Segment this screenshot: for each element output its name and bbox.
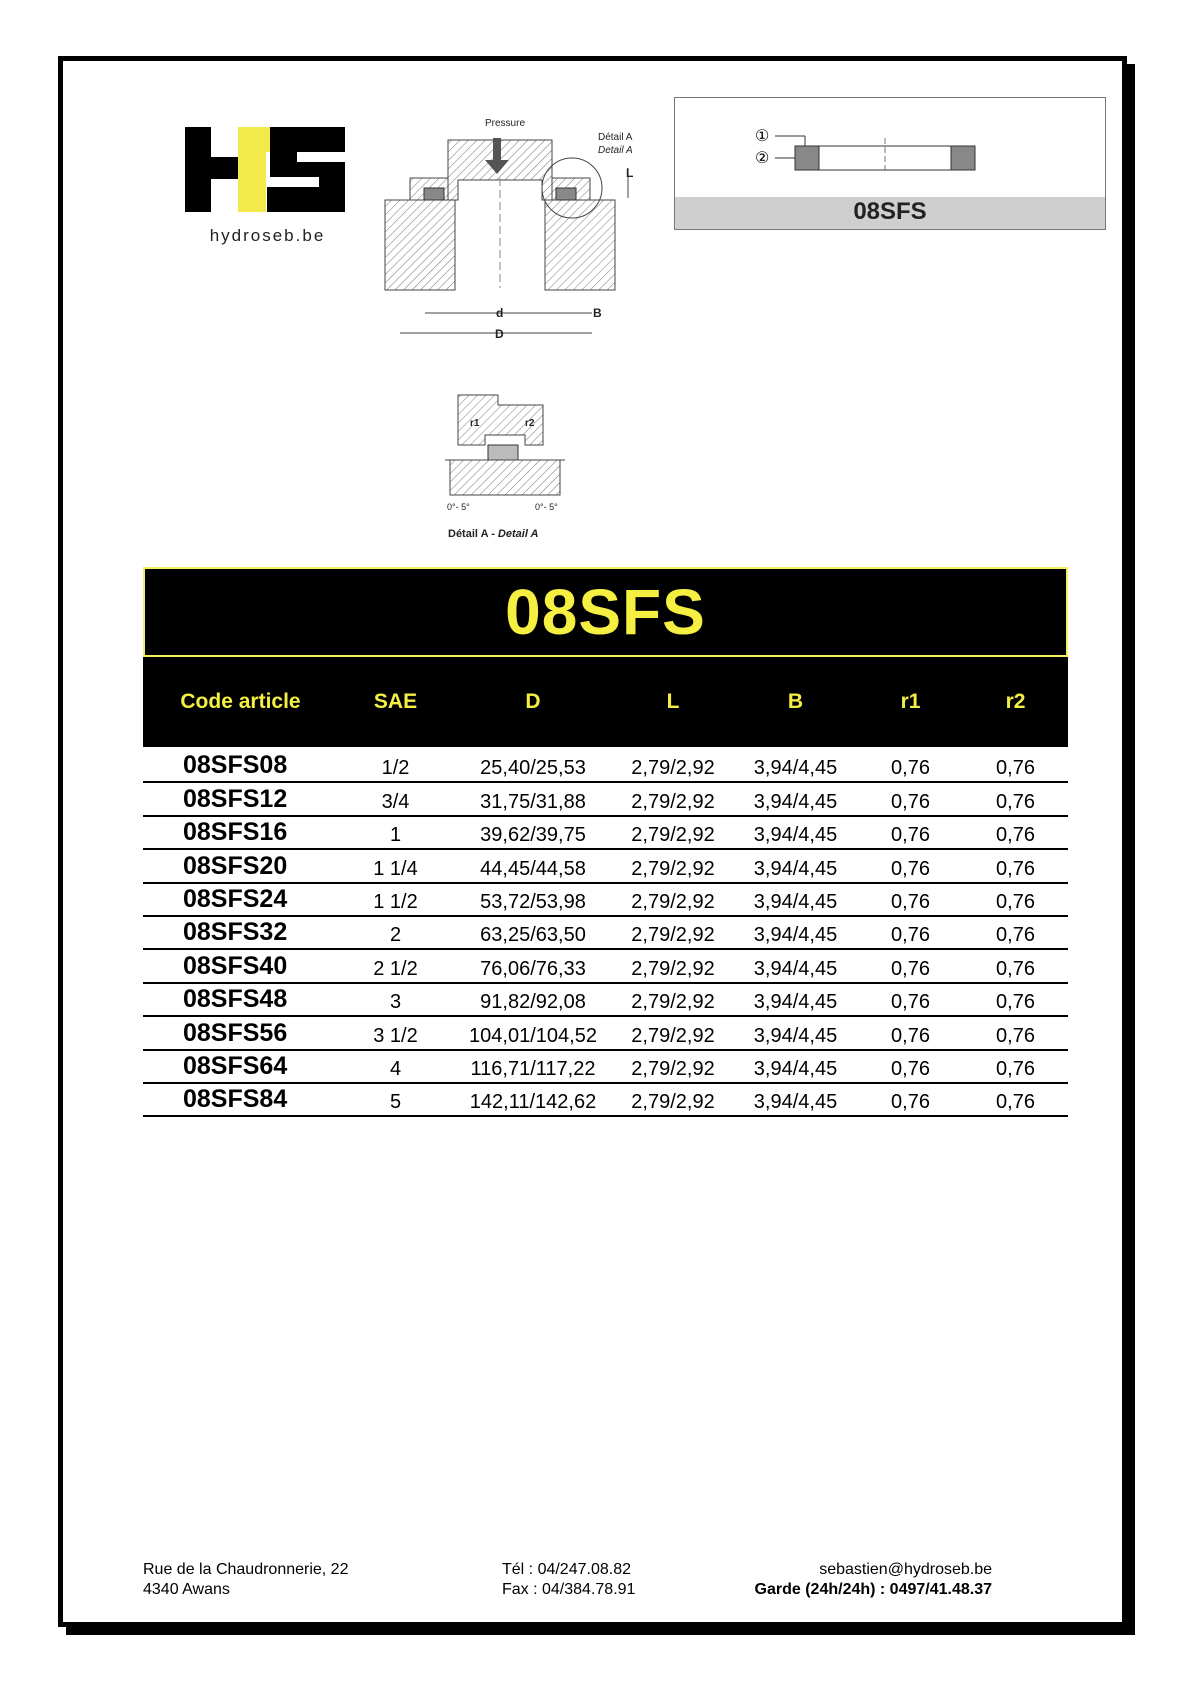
table-row [143,1051,1068,1084]
table-header [143,657,1068,747]
garde-phone: Garde (24h/24h) : 0497/41.48.37 [754,1581,992,1598]
cell-l: 2,79/2,92 [631,790,715,813]
cell-r1: 0,76 [891,857,930,880]
cell-l: 2,79/2,92 [631,991,715,1014]
cell-d: 44,45/44,58 [480,857,586,880]
cell-r2: 0,76 [996,991,1035,1014]
detail-caption-en: Detail A [497,528,539,540]
cell-l: 2,79/2,92 [631,890,715,913]
footer-contact [700,1560,992,1600]
cell-r2: 0,76 [996,824,1035,847]
address-line-2: 4340 Awans [143,1581,230,1598]
cell-r1: 0,76 [891,1057,930,1080]
header-d: D [525,690,541,713]
cell-d: 53,72/53,98 [480,890,586,913]
cell-r2: 0,76 [996,757,1035,780]
cell-r1: 0,76 [891,790,930,813]
table-row [143,783,1068,816]
angle-right-label: 0°- 5° [535,502,558,512]
cell-l: 2,79/2,92 [631,957,715,980]
cell-b: 3,94/4,45 [753,1057,838,1080]
header-l: L [666,690,680,713]
cell-r2: 0,76 [996,1024,1035,1047]
cell-d: 25,40/25,53 [480,757,586,780]
cell-l: 2,79/2,92 [631,824,715,847]
table-row [143,1084,1068,1117]
header-r2: r2 [1005,690,1026,713]
cell-r1: 0,76 [891,957,930,980]
callout-1: ① [755,128,770,145]
cell-code: 08SFS16 [183,818,288,847]
cell-sae: 3 1/2 [373,1024,418,1047]
cell-d: 31,75/31,88 [480,790,586,813]
cell-b: 3,94/4,45 [753,1091,838,1114]
cell-b: 3,94/4,45 [753,1024,838,1047]
cell-b: 3,94/4,45 [753,991,838,1014]
cell-r1: 0,76 [891,824,930,847]
cell-sae: 4 [389,1057,402,1080]
r2-label: r2 [525,418,535,429]
angle-left-label: 0°- 5° [447,502,470,512]
cell-b: 3,94/4,45 [753,957,838,980]
cell-l: 2,79/2,92 [631,1091,715,1114]
tel-number: Tél : 04/247.08.82 [502,1561,631,1578]
cell-r1: 0,76 [891,890,930,913]
dimension-B-label: B [593,306,602,320]
cell-r2: 0,76 [996,957,1035,980]
table-row [143,917,1068,950]
table-row [143,884,1068,917]
cell-l: 2,79/2,92 [631,857,715,880]
table-row [143,984,1068,1017]
cell-code: 08SFS32 [183,918,288,947]
address-line-1: Rue de la Chaudronnerie, 22 [143,1561,349,1578]
cell-b: 3,94/4,45 [753,924,838,947]
product-label: 08SFS [853,198,927,225]
pressure-label: Pressure [485,118,526,129]
cell-d: 91,82/92,08 [480,991,586,1014]
cell-l: 2,79/2,92 [631,1057,715,1080]
cell-code: 08SFS24 [183,884,288,913]
detail-caption [448,528,538,540]
header-b: B [787,690,804,713]
cell-code: 08SFS08 [183,751,288,780]
detail-a-drawing [440,390,565,510]
cell-l: 2,79/2,92 [631,924,715,947]
header-r1: r1 [900,690,921,713]
cell-d: 104,01/104,52 [469,1024,597,1047]
cell-d: 142,11/142,62 [469,1091,597,1114]
cell-sae: 2 1/2 [373,957,418,980]
table-row [143,950,1068,983]
detail-a-label-en: Detail A [598,145,633,156]
cell-code: 08SFS20 [183,851,288,880]
footer-address [143,1560,348,1600]
footer-phone [502,1560,635,1600]
cell-d: 76,06/76,33 [480,957,586,980]
detail-a-label-fr: Détail A [598,132,633,143]
fax-number: Fax : 04/384.78.91 [502,1581,636,1598]
cell-sae: 3 [389,991,402,1014]
cell-r2: 0,76 [996,857,1035,880]
cell-code: 08SFS12 [183,784,288,813]
table-row [143,1017,1068,1050]
r1-label: r1 [470,418,480,429]
cell-l: 2,79/2,92 [631,757,715,780]
cell-b: 3,94/4,45 [753,890,838,913]
cell-sae: 1 [389,824,402,847]
email-link[interactable]: sebastien@hydroseb.be [819,1561,992,1578]
cell-r2: 0,76 [996,790,1035,813]
cell-r1: 0,76 [891,924,930,947]
cell-r2: 0,76 [996,924,1035,947]
table-body [143,750,1068,1117]
cell-sae: 1 1/4 [373,857,418,880]
cell-sae: 2 [389,924,402,947]
cell-code: 08SFS64 [183,1051,288,1080]
dimension-L-label: L [626,166,634,180]
cell-code: 08SFS40 [183,951,288,980]
cell-code: 08SFS48 [183,985,288,1014]
header-code-article: Code article [180,690,301,713]
cell-code: 08SFS84 [183,1085,288,1114]
cell-r1: 0,76 [891,1091,930,1114]
cell-r2: 0,76 [996,1091,1035,1114]
cell-d: 39,62/39,75 [480,824,586,847]
cell-sae: 5 [389,1091,402,1114]
product-preview-box [674,97,1106,230]
cell-sae: 1/2 [381,757,410,780]
table-row [143,850,1068,883]
cell-r1: 0,76 [891,1024,930,1047]
cell-l: 2,79/2,92 [631,1024,715,1047]
cell-b: 3,94/4,45 [753,857,838,880]
header-sae: SAE [373,690,418,713]
cell-b: 3,94/4,45 [753,757,838,780]
cell-sae: 1 1/2 [373,890,418,913]
dimension-D-label: D [495,327,504,341]
table-row [143,817,1068,850]
cell-sae: 3/4 [381,790,410,813]
cell-d: 116,71/117,22 [470,1057,596,1080]
seal-ring-drawing [755,126,985,176]
dimension-d-label: d [496,306,504,320]
cell-b: 3,94/4,45 [753,790,838,813]
cell-b: 3,94/4,45 [753,824,838,847]
logo-website: hydroseb.be [209,226,326,245]
cell-code: 08SFS56 [183,1018,288,1047]
cell-d: 63,25/63,50 [480,924,586,947]
title-bar [143,567,1068,657]
callout-2: ② [755,150,770,167]
page-title: 08SFS [505,576,706,648]
cell-r2: 0,76 [996,1057,1035,1080]
cell-r1: 0,76 [891,991,930,1014]
cell-r1: 0,76 [891,757,930,780]
cell-r2: 0,76 [996,890,1035,913]
detail-caption-fr: Détail A - [448,528,498,540]
table-row [143,750,1068,783]
